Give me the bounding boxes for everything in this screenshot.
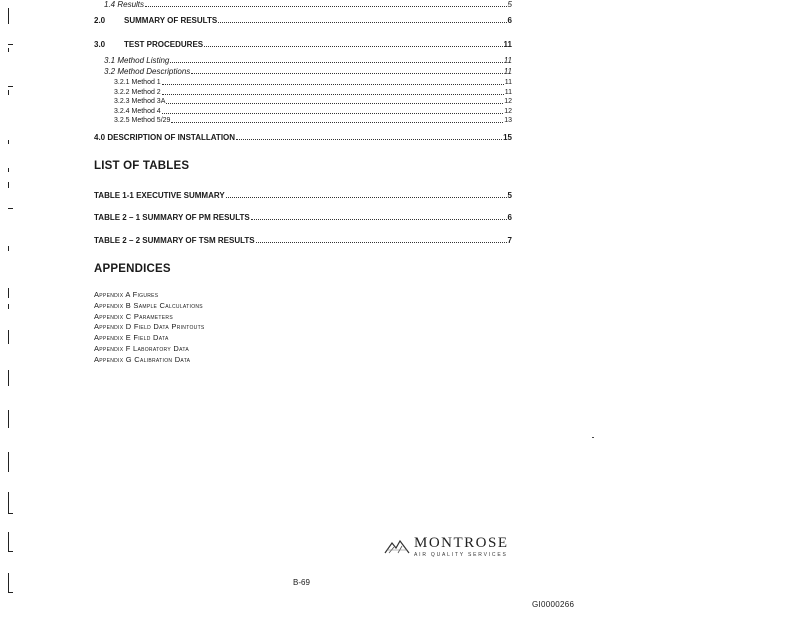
toc-leader [162, 112, 504, 114]
toc-entry-page: 11 [504, 79, 512, 86]
toc-entry-label: TEST PROCEDURES [124, 40, 204, 49]
toc-entry-label: 1.4 Results [104, 0, 145, 9]
scan-mark [8, 288, 9, 298]
toc-leader [256, 241, 507, 243]
scan-mark [8, 246, 9, 251]
scan-mark [8, 182, 9, 188]
toc-leader [204, 45, 502, 47]
toc-leader [162, 83, 504, 85]
appendix-item: Appendix C Parameters [94, 311, 173, 321]
toc-leader [170, 61, 502, 63]
toc-leader [218, 21, 506, 23]
toc-entry [114, 97, 512, 106]
scan-mark [8, 573, 9, 593]
table-list-entry [94, 213, 512, 222]
table-list-page: 7 [507, 236, 512, 245]
scan-mark [8, 208, 13, 209]
scan-mark [8, 551, 13, 552]
toc-entry-number: 2.0 [94, 16, 106, 25]
toc-leader [251, 218, 507, 220]
toc-entry-label: 3.2.2 Method 2 [114, 89, 161, 96]
appendix-item: Appendix D Field Data Printouts [94, 322, 205, 332]
toc-entry [94, 16, 512, 25]
toc-entry-label: 3.2.1 Method 1 [114, 79, 161, 86]
scan-mark [8, 452, 9, 472]
scan-mark [8, 410, 9, 428]
toc-entry [94, 40, 512, 49]
scan-mark [8, 48, 9, 52]
toc-entry-page: 11 [503, 56, 512, 65]
appendix-item: Appendix F Laboratory Data [94, 343, 189, 353]
scan-mark [8, 168, 9, 172]
toc-leader [162, 93, 504, 95]
page-number: B-69 [293, 578, 310, 587]
toc-entry-label: 3.2 Method Descriptions [104, 67, 191, 76]
toc-entry [114, 107, 512, 116]
table-list-entry [94, 191, 512, 200]
table-list-page: 5 [507, 191, 512, 200]
list-of-tables-heading: LIST OF TABLES [94, 160, 190, 172]
scan-mark [8, 532, 9, 552]
toc-entry-page: 15 [503, 133, 512, 142]
toc-entry [94, 133, 512, 142]
toc-entry [114, 88, 512, 97]
toc-entry [104, 56, 512, 65]
toc-entry-label: 3.2.5 Method 5/29 [114, 117, 171, 124]
table-list-label: TABLE 2 – 2 SUMMARY OF TSM RESULTS [94, 236, 255, 245]
toc-entry-label: 3.2.4 Method 4 [114, 108, 161, 115]
toc-entry [114, 78, 512, 87]
scan-mark [8, 8, 9, 24]
toc-entry-page: 11 [503, 40, 512, 49]
toc-entry-label: 4.0 DESCRIPTION OF INSTALLATION [94, 133, 236, 142]
appendices-list [94, 290, 205, 366]
toc-entry-page: 6 [507, 16, 512, 25]
scan-mark [8, 330, 9, 344]
toc-entry-page: 12 [504, 98, 512, 105]
toc-entry-label: 3.1 Method Listing [104, 56, 170, 65]
scan-speck [592, 437, 594, 438]
toc-entry-page: 11 [503, 67, 512, 76]
toc-leader [236, 138, 502, 140]
scan-mark [8, 492, 9, 514]
scan-mark [8, 304, 9, 309]
table-list-label: TABLE 1-1 EXECUTIVE SUMMARY [94, 191, 225, 200]
bates-number: GI0000266 [532, 600, 575, 609]
appendix-item: Appendix A Figures [94, 290, 159, 299]
toc-entry-number: 3.0 [94, 40, 106, 49]
scan-mark [8, 86, 13, 87]
toc-leader [145, 5, 507, 7]
appendix-item: Appendix E Field Data [94, 333, 169, 343]
toc-leader [166, 102, 503, 104]
table-list-label: TABLE 2 – 1 SUMMARY OF PM RESULTS [94, 213, 250, 222]
scan-mark [8, 592, 13, 593]
toc-entry [114, 116, 512, 125]
table-list-page: 6 [507, 213, 512, 222]
toc-leader [191, 72, 502, 74]
toc-leader [171, 121, 503, 123]
logo-name: MONTROSE [414, 535, 509, 551]
logo-tagline: AIR QUALITY SERVICES [414, 552, 508, 558]
toc-entry [104, 67, 512, 76]
toc-entry-page: 5 [507, 0, 512, 9]
scan-mark [8, 44, 13, 45]
toc-entry-label: SUMMARY OF RESULTS [124, 16, 218, 25]
toc-leader [226, 196, 507, 198]
company-logo [384, 535, 514, 561]
toc-entry [104, 0, 512, 9]
scan-mark [8, 370, 9, 386]
scan-mark [8, 90, 9, 95]
scan-mark [8, 513, 13, 514]
scan-mark [8, 140, 9, 144]
appendix-item: Appendix B Sample Calculations [94, 300, 203, 310]
table-list-entry [94, 236, 512, 245]
mountain-logo-icon [384, 537, 410, 555]
toc-entry-label: 3.2.3 Method 3A [114, 98, 166, 105]
appendices-heading: APPENDICES [94, 263, 171, 275]
appendix-item: Appendix G Calibration Data [94, 354, 191, 364]
toc-entry-page: 13 [504, 117, 512, 124]
toc-entry-page: 12 [504, 108, 512, 115]
toc-entry-page: 11 [504, 89, 512, 96]
